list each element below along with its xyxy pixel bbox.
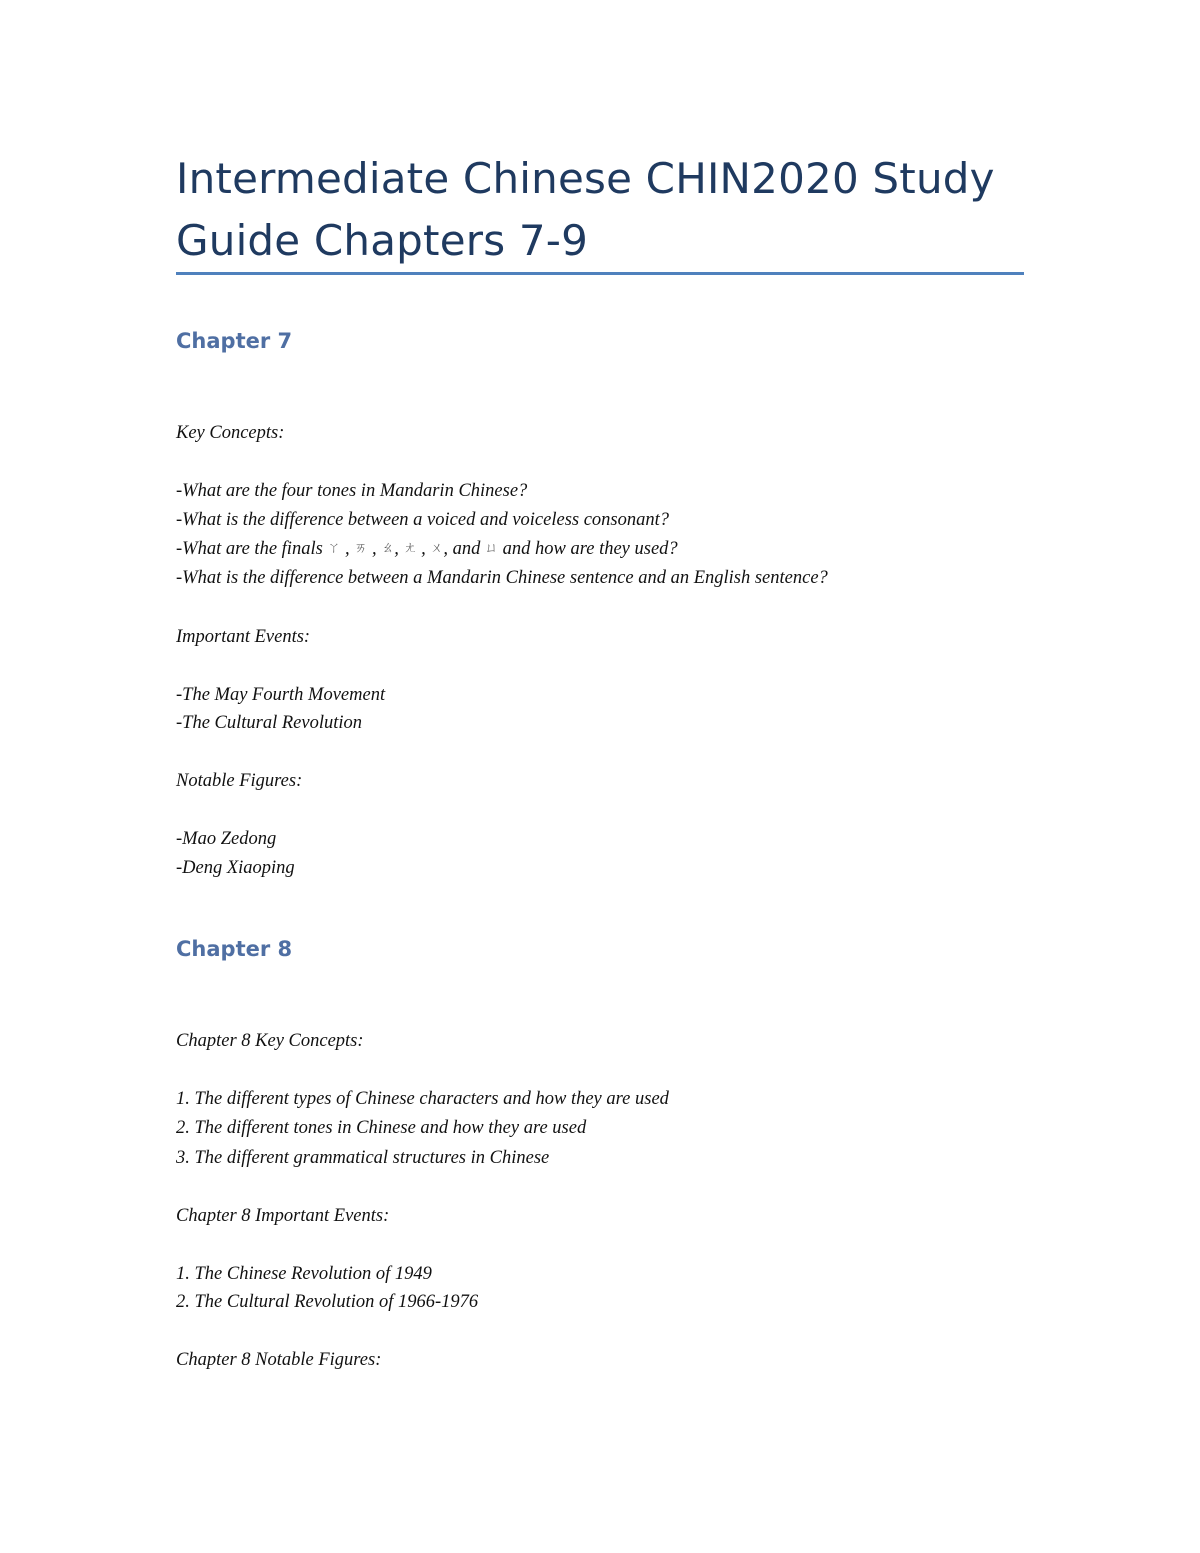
- chapter-8-key-concepts-label: Chapter 8 Key Concepts:: [176, 1031, 364, 1051]
- final-ue: ㄩ: [484, 541, 498, 556]
- chapter-7-figure-2: -Deng Xiaoping: [176, 858, 295, 878]
- finals-sep-5: , and: [443, 539, 485, 559]
- final-a: ㄚ: [327, 541, 341, 556]
- finals-prefix: -What are the finals: [176, 539, 328, 559]
- finals-sep-2: ,: [367, 539, 382, 559]
- chapter-7-important-events-label: Important Events:: [176, 627, 311, 647]
- chapter-8-important-events-label: Chapter 8 Important Events:: [176, 1206, 390, 1226]
- chapter-7-key-concept-2: -What is the difference between a voiced and voiceless consonant?: [176, 510, 670, 530]
- document-title: Intermediate Chinese CHIN2020 Study Guide Chapters 7-9: [176, 154, 995, 265]
- chapter-7-figure-1: -Mao Zedong: [176, 829, 277, 849]
- chapter-7-key-concept-1: -What are the four tones in Mandarin Chinese?: [176, 481, 528, 501]
- chapter-8-notable-figures-label: Chapter 8 Notable Figures:: [176, 1350, 382, 1370]
- chapter-8-event-1: 1. The Chinese Revolution of 1949: [176, 1264, 432, 1284]
- final-u: ㄨ: [430, 541, 444, 556]
- chapter-8-key-concept-2: 2. The different tones in Chinese and how they are used: [176, 1118, 587, 1138]
- finals-suffix: and how are they used?: [498, 539, 678, 559]
- final-ang: ㄤ: [403, 541, 417, 556]
- chapter-7-key-concept-4: -What is the difference between a Mandarin Chinese sentence and an English sentence?: [176, 568, 828, 588]
- final-ai: ㄞ: [354, 541, 368, 556]
- chapter-7-key-concept-finals: [176, 537, 678, 561]
- chapter-7-event-2: -The Cultural Revolution: [176, 713, 363, 733]
- chapter-8-event-2: 2. The Cultural Revolution of 1966-1976: [176, 1292, 479, 1312]
- chapter-7-notable-figures-label: Notable Figures:: [176, 771, 303, 791]
- chapter-8-heading: Chapter 8: [176, 937, 293, 961]
- chapter-8-key-concept-3: 3. The different grammatical structures in Chinese: [176, 1148, 550, 1168]
- chapter-7-heading: Chapter 7: [176, 329, 293, 353]
- chapter-7-event-1: -The May Fourth Movement: [176, 685, 386, 705]
- chapter-7-key-concepts-label: Key Concepts:: [176, 423, 285, 443]
- finals-sep-4: ,: [416, 539, 431, 559]
- finals-sep-1: ,: [340, 539, 355, 559]
- title-underline: [176, 272, 1024, 275]
- chapter-8-key-concept-1: 1. The different types of Chinese characters and how they are used: [176, 1089, 669, 1109]
- final-ao: ㄠ: [381, 541, 395, 556]
- finals-sep-3: ,: [394, 539, 404, 559]
